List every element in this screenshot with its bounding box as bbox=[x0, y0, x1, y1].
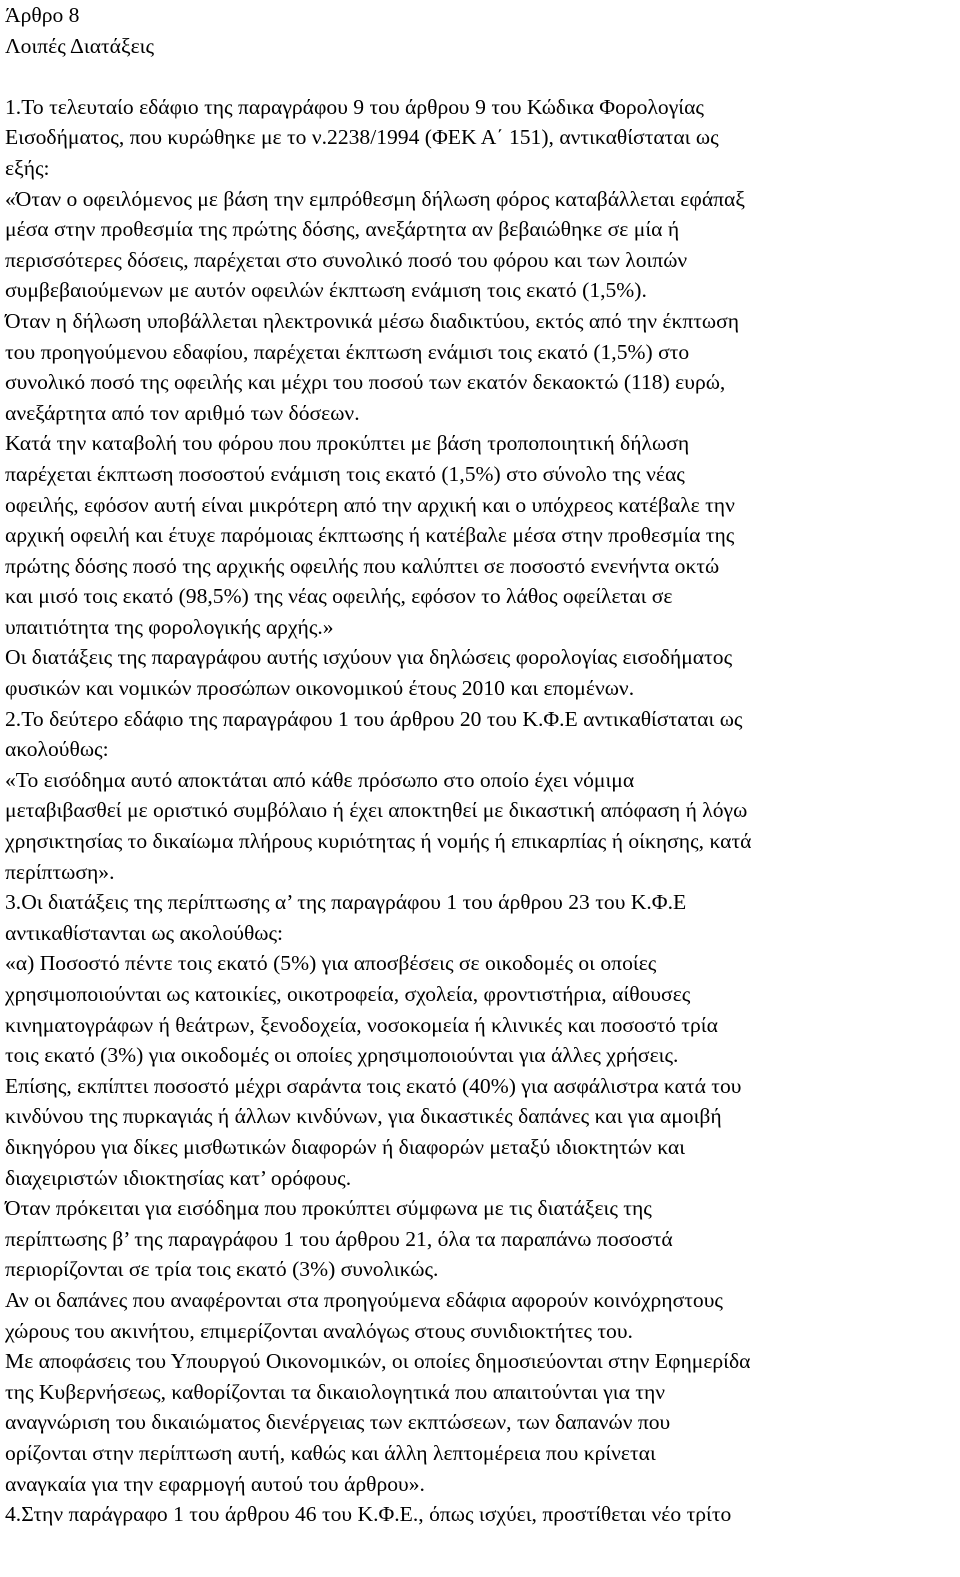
text-line: διαχειριστών ιδιοκτησίας κατ’ ορόφους. bbox=[5, 1165, 352, 1190]
text-line: αναγνώριση του δικαιώματος διενέργειας των εκπτώσεων, των δαπανών που bbox=[5, 1410, 671, 1435]
text-line: Αν οι δαπάνες που αναφέρονται στα προηγούμενα εδάφια αφορούν κοινόχρηστους bbox=[5, 1287, 723, 1312]
text-line: ανεξάρτητα από τον αριθμό των δόσεων. bbox=[5, 400, 360, 425]
text-line: αναγκαία για την εφαρμογή αυτού του άρθρου». bbox=[5, 1471, 425, 1496]
text-line: Επίσης, εκπίπτει ποσοστό μέχρι σαράντα τοις εκατό (40%) για ασφάλιστρα κατά του bbox=[5, 1073, 742, 1098]
text-line: μεταβιβασθεί με οριστικό συμβόλαιο ή έχει αποκτηθεί με δικαστική απόφαση ή λόγω bbox=[5, 798, 748, 823]
text-line: «Όταν ο οφειλόμενος με βάση την εμπρόθεσμη δήλωση φόρος καταβάλλεται εφάπαξ bbox=[5, 186, 745, 211]
text-line: 3.Οι διατάξεις της περίπτωσης α’ της παραγράφου 1 του άρθρου 23 του Κ.Φ.Ε bbox=[5, 890, 687, 915]
text-line: τοις εκατό (3%) για οικοδομές οι οποίες χρησιμοποιούνται για άλλες χρήσεις. bbox=[5, 1043, 679, 1068]
text-line: πρώτης δόσης ποσό της αρχικής οφειλής που καλύπτει σε ποσοστό ενενήντα οκτώ bbox=[5, 553, 720, 578]
text-line: «Το εισόδημα αυτό αποκτάται από κάθε πρόσωπο στο οποίο έχει νόμιμα bbox=[5, 767, 635, 792]
text-line: 4.Στην παράγραφο 1 του άρθρου 46 του Κ.Φ.Ε., όπως ισχύει, προστίθεται νέο τρίτο bbox=[5, 1502, 732, 1527]
text-line: Όταν πρόκειται για εισόδημα που προκύπτει σύμφωνα με τις διατάξεις της bbox=[5, 1196, 652, 1221]
text-line: Κατά την καταβολή του φόρου που προκύπτει με βάση τροποποιητική δήλωση bbox=[5, 431, 690, 456]
text-line: περίπτωσης β’ της παραγράφου 1 του άρθρου 21, όλα τα παραπάνω ποσοστά bbox=[5, 1226, 673, 1251]
text-line: περισσότερες δόσεις, παρέχεται στο συνολικό ποσό του φόρου και των λοιπών bbox=[5, 247, 688, 272]
text-line: της Κυβερνήσεως, καθορίζονται τα δικαιολογητικά που απαιτούνται για την bbox=[5, 1379, 666, 1404]
text-line: αντικαθίστανται ως ακολούθως: bbox=[5, 920, 284, 945]
blank-line bbox=[5, 61, 955, 92]
text-line: δικηγόρου για δίκες μισθωτικών διαφορών ή διαφορών μεταξύ ιδιοκτητών και bbox=[5, 1134, 686, 1159]
text-line: 1.Το τελευταίο εδάφιο της παραγράφου 9 του άρθρου 9 του Κώδικα Φορολογίας bbox=[5, 94, 704, 119]
text-line: συνολικό ποσό της οφειλής και μέχρι του ποσού των εκατόν δεκαοκτώ (118) ευρώ, bbox=[5, 370, 726, 395]
text-line: υπαιτιότητα της φορολογικής αρχής.» bbox=[5, 614, 334, 639]
document-page bbox=[5, 0, 955, 1530]
text-line: εξής: bbox=[5, 155, 50, 180]
text-line: κινηματογράφων ή θεάτρων, ξενοδοχεία, νοσοκομεία ή κλινικές και ποσοστό τρία bbox=[5, 1012, 718, 1037]
text-line: 2.Το δεύτερο εδάφιο της παραγράφου 1 του άρθρου 20 του Κ.Φ.Ε αντικαθίσταται ως bbox=[5, 706, 743, 731]
text-line: «α) Ποσοστό πέντε τοις εκατό (5%) για αποσβέσεις σε οικοδομές οι οποίες bbox=[5, 951, 657, 976]
text-line: αρχική οφειλή και έτυχε παρόμοιας έκπτωσης ή κατέβαλε μέσα στην προθεσμία της bbox=[5, 523, 735, 548]
text-line: φυσικών και νομικών προσώπων οικονομικού έτους 2010 και επομένων. bbox=[5, 676, 635, 701]
text-line: περιορίζονται σε τρία τοις εκατό (3%) συνολικώς. bbox=[5, 1257, 439, 1282]
text-line: και μισό τοις εκατό (98,5%) της νέας οφειλής, εφόσον το λάθος οφείλεται σε bbox=[5, 584, 673, 609]
text-line: ορίζονται στην περίπτωση αυτή, καθώς και άλλη λεπτομέρεια που κρίνεται bbox=[5, 1440, 656, 1465]
text-line: χρησικτησίας το δικαίωμα πλήρους κυριότητας ή νομής ή επικαρπίας ή οίκησης, κατά bbox=[5, 829, 752, 854]
article-heading: Άρθρο 8 bbox=[5, 3, 80, 27]
text-line: παρέχεται έκπτωση ποσοστού ενάμιση τοις εκατό (1,5%) στο σύνολο της νέας bbox=[5, 461, 685, 486]
text-line: συμβεβαιούμενων με αυτόν οφειλών έκπτωση ενάμιση τοις εκατό (1,5%). bbox=[5, 278, 647, 303]
text-line: περίπτωση». bbox=[5, 859, 115, 884]
text-line: οφειλής, εφόσον αυτή είναι μικρότερη από την αρχική και ο υπόχρεος κατέβαλε την bbox=[5, 492, 735, 517]
text-line: Εισοδήματος, που κυρώθηκε με το ν.2238/1994 (ΦΕΚ Α΄ 151), αντικαθίσταται ως bbox=[5, 125, 719, 150]
text-line: κινδύνου της πυρκαγιάς ή άλλων κινδύνων, για δικαστικές δαπάνες και για αμοιβή bbox=[5, 1104, 722, 1129]
text-line: Με αποφάσεις του Υπουργού Οικονομικών, οι οποίες δημοσιεύονται στην Εφημερίδα bbox=[5, 1349, 751, 1374]
text-line: Όταν η δήλωση υποβάλλεται ηλεκτρονικά μέσω διαδικτύου, εκτός από την έκπτωση bbox=[5, 308, 740, 333]
document-body bbox=[5, 92, 955, 1530]
text-line: μέσα στην προθεσμία της πρώτης δόσης, ανεξάρτητα αν βεβαιώθηκε σε μία ή bbox=[5, 217, 680, 242]
text-line: χρησιμοποιούνται ως κατοικίες, οικοτροφεία, σχολεία, φροντιστήρια, αίθουσες bbox=[5, 982, 691, 1006]
text-line: χώρους του ακινήτου, επιμερίζονται αναλόγως στους συνιδιοκτήτες του. bbox=[5, 1318, 633, 1343]
article-subtitle: Λοιπές Διατάξεις bbox=[5, 33, 155, 58]
text-line: Οι διατάξεις της παραγράφου αυτής ισχύουν για δηλώσεις φορολογίας εισοδήματος bbox=[5, 645, 733, 670]
text-line: ακολούθως: bbox=[5, 737, 109, 762]
text-line: του προηγούμενου εδαφίου, παρέχεται έκπτωση ενάμισι τοις εκατό (1,5%) στο bbox=[5, 339, 690, 364]
